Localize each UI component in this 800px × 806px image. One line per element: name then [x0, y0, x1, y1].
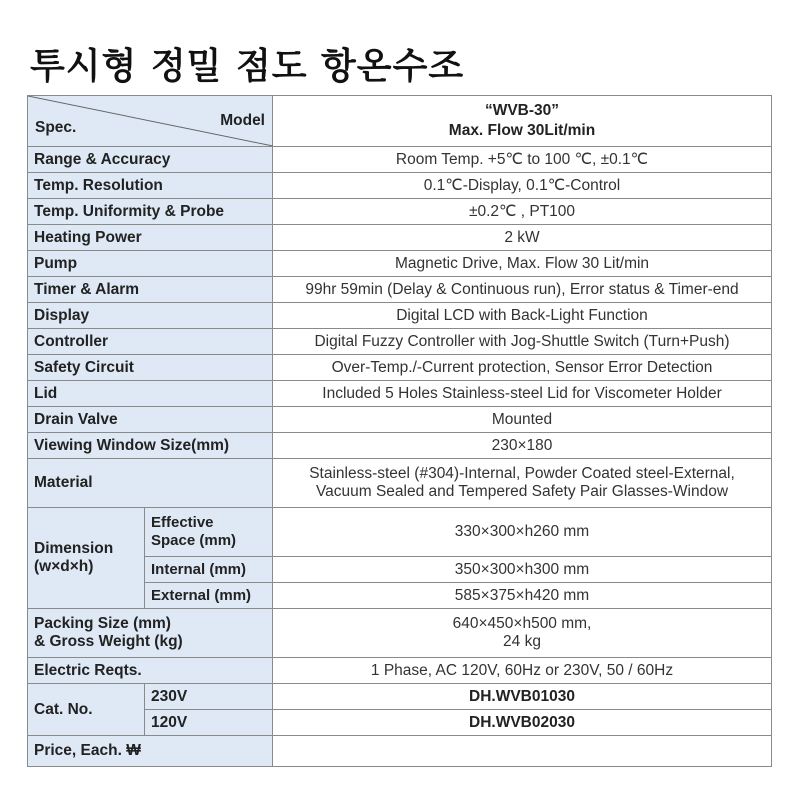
dimension-effective-row	[28, 508, 772, 557]
model-header-cell	[273, 96, 772, 147]
spec-table	[27, 95, 772, 767]
material-label: Material	[28, 459, 273, 508]
table-row	[28, 251, 772, 277]
effective-label-line-2: Space (mm)	[151, 532, 237, 549]
electric-label: Electric Reqts.	[28, 658, 273, 684]
row-value: 0.1℃-Display, 0.1℃-Control	[273, 173, 772, 199]
table-row	[28, 199, 772, 225]
price-value	[273, 736, 772, 767]
external-label: External (mm)	[145, 583, 273, 609]
row-label: Timer & Alarm	[28, 277, 273, 303]
row-label: Safety Circuit	[28, 355, 273, 381]
cat-no-120-value: DH.WVB02030	[273, 710, 772, 736]
external-value: 585×375×h420 mm	[273, 583, 772, 609]
price-row	[28, 736, 772, 767]
model-name: “WVB-30”	[484, 102, 560, 119]
table-row	[28, 433, 772, 459]
table-row	[28, 173, 772, 199]
electric-row	[28, 658, 772, 684]
page-title: 투시형 정밀 점도 항온수조	[30, 46, 465, 87]
table-row	[28, 277, 772, 303]
voltage-230-label: 230V	[145, 684, 273, 710]
row-value: 2 kW	[273, 225, 772, 251]
row-label: Display	[28, 303, 273, 329]
packing-value-line-1: 640×450×h500 mm,	[452, 615, 592, 632]
table-row	[28, 303, 772, 329]
model-subtitle: Max. Flow 30Lit/min	[448, 122, 596, 139]
row-value: 99hr 59min (Delay & Continuous run), Error status & Timer-end	[273, 277, 772, 303]
table-row	[28, 329, 772, 355]
row-label: Lid	[28, 381, 273, 407]
row-label: Controller	[28, 329, 273, 355]
row-label: Viewing Window Size(mm)	[28, 433, 273, 459]
dimension-label-line-1: Dimension	[34, 540, 114, 557]
packing-row	[28, 609, 772, 658]
material-row	[28, 459, 772, 508]
table-row	[28, 381, 772, 407]
dimension-label-line-2: (w×d×h)	[34, 558, 94, 575]
row-label: Heating Power	[28, 225, 273, 251]
table-header-row	[28, 96, 772, 147]
voltage-120-label: 120V	[145, 710, 273, 736]
row-label: Drain Valve	[28, 407, 273, 433]
row-value: Digital Fuzzy Controller with Jog-Shuttle Switch (Turn+Push)	[273, 329, 772, 355]
material-line-2: Vacuum Sealed and Tempered Safety Pair Glasses-Window	[315, 483, 729, 500]
cat-no-230-value: DH.WVB01030	[273, 684, 772, 710]
row-value: Digital LCD with Back-Light Function	[273, 303, 772, 329]
row-label: Temp. Uniformity & Probe	[28, 199, 273, 225]
internal-label: Internal (mm)	[145, 557, 273, 583]
row-value: Included 5 Holes Stainless-steel Lid for Viscometer Holder	[273, 381, 772, 407]
table-row	[28, 147, 772, 173]
electric-value: 1 Phase, AC 120V, 60Hz or 230V, 50 / 60Hz	[273, 658, 772, 684]
material-line-1: Stainless-steel (#304)-Internal, Powder Coated steel-External,	[309, 465, 735, 482]
packing-label-line-1: Packing Size (mm)	[34, 615, 171, 632]
price-label: Price, Each. ₩	[28, 736, 273, 767]
internal-value: 350×300×h300 mm	[273, 557, 772, 583]
dimension-label	[28, 508, 145, 609]
table-row	[28, 355, 772, 381]
packing-value	[273, 609, 772, 658]
row-label: Pump	[28, 251, 273, 277]
material-value	[273, 459, 772, 508]
packing-value-line-2: 24 kg	[503, 633, 541, 650]
spec-header-label: Spec.	[35, 119, 77, 136]
packing-label	[28, 609, 273, 658]
row-label: Range & Accuracy	[28, 147, 273, 173]
catalog-230v-row	[28, 684, 772, 710]
row-value: Room Temp. +5℃ to 100 ℃, ±0.1℃	[273, 147, 772, 173]
row-value: Over-Temp./-Current protection, Sensor Error Detection	[273, 355, 772, 381]
table-row	[28, 225, 772, 251]
model-header-label: Model	[220, 112, 265, 129]
row-value: Magnetic Drive, Max. Flow 30 Lit/min	[273, 251, 772, 277]
effective-space-value: 330×300×h260 mm	[273, 508, 772, 557]
cat-no-label: Cat. No.	[28, 684, 145, 736]
row-value: Mounted	[273, 407, 772, 433]
effective-label-line-1: Effective	[151, 514, 214, 531]
spec-model-header	[28, 96, 273, 147]
effective-space-label	[145, 508, 273, 557]
row-value: ±0.2℃ , PT100	[273, 199, 772, 225]
packing-label-line-2: & Gross Weight (kg)	[34, 633, 183, 650]
row-value: 230×180	[273, 433, 772, 459]
table-row	[28, 407, 772, 433]
row-label: Temp. Resolution	[28, 173, 273, 199]
